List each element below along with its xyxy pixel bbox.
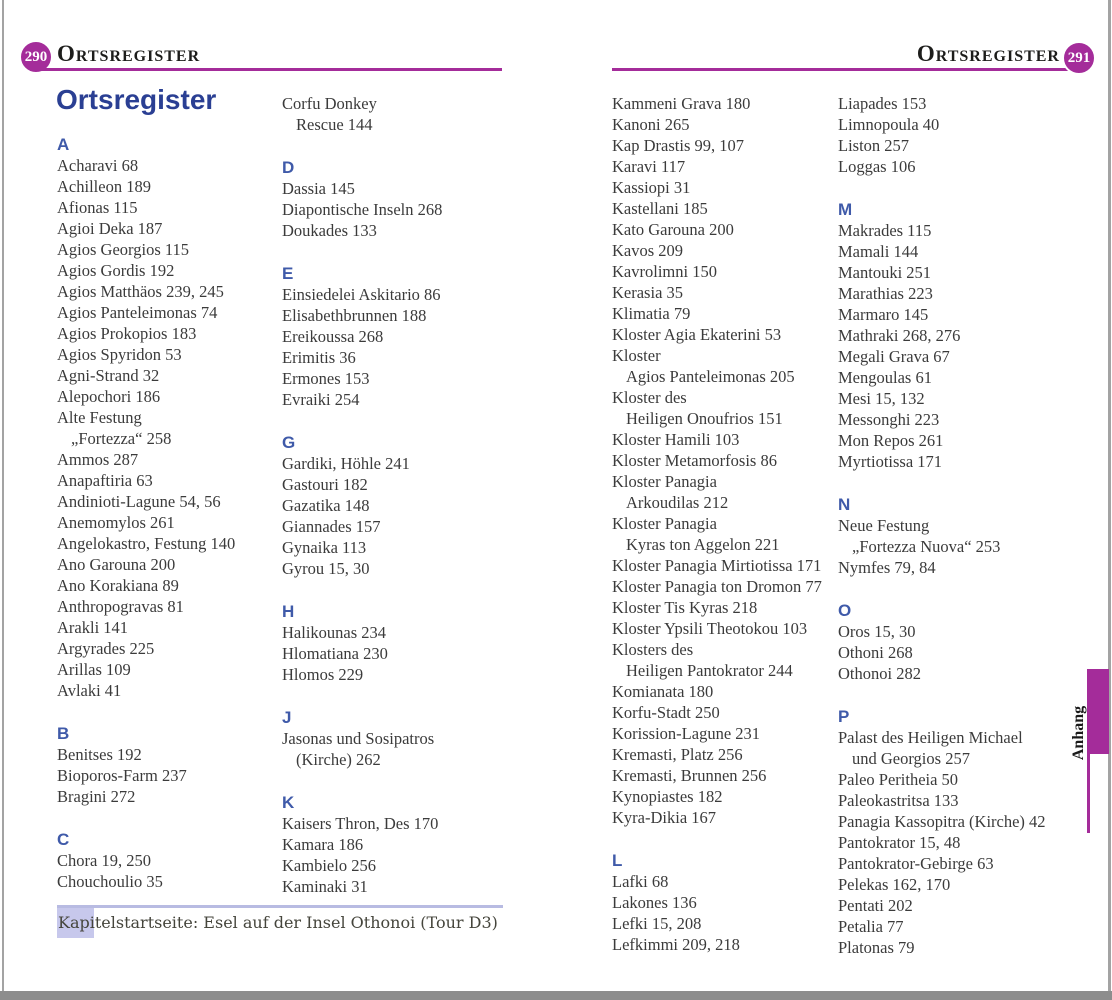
letter-header-C: C — [57, 830, 70, 849]
appendix-tab-label: Anhang — [1070, 705, 1087, 761]
index-entry: Avlaki 41 — [57, 681, 122, 700]
index-entry: Gynaika 113 — [282, 538, 367, 557]
index-entry: Erimitis 36 — [282, 348, 356, 367]
index-entry: Jasonas und Sosipatros — [282, 729, 435, 748]
index-entry: Megali Grava 67 — [838, 347, 950, 366]
index-entry: Pentati 202 — [838, 896, 913, 915]
index-entry: Hlomos 229 — [282, 665, 364, 684]
index-entry: Alepochori 186 — [57, 387, 161, 406]
index-entry: Kynopiastes 182 — [612, 787, 723, 806]
index-entry: Lefkimmi 209, 218 — [612, 935, 740, 954]
page-number-right: 291 — [1062, 41, 1096, 75]
index-entry: Agios Georgios 115 — [57, 240, 189, 259]
index-entry: Evraiki 254 — [282, 390, 360, 409]
caption-rule — [57, 905, 503, 908]
index-entry: Kavos 209 — [612, 241, 684, 260]
index-entry: Gyrou 15, 30 — [282, 559, 370, 578]
index-entry: Komianata 180 — [612, 682, 714, 701]
index-entry: Oros 15, 30 — [838, 622, 916, 641]
index-entry: Lafki 68 — [612, 872, 669, 891]
index-entry: Mantouki 251 — [838, 263, 932, 282]
index-entry: Halikounas 234 — [282, 623, 387, 642]
index-entry: Arakli 141 — [57, 618, 129, 637]
index-entry: Kaisers Thron, Des 170 — [282, 814, 439, 833]
index-entry: Arkoudilas 212 — [626, 493, 729, 512]
header-rule-right — [612, 68, 1084, 71]
scan-edge-bottom — [0, 991, 1112, 1000]
index-entry: Kap Drastis 99, 107 — [612, 136, 744, 155]
appendix-tab-marker — [1087, 669, 1109, 754]
index-entry: Klosters des — [612, 640, 694, 659]
letter-header-J: J — [282, 708, 292, 727]
index-entry: Giannades 157 — [282, 517, 381, 536]
index-entry: Chora 19, 250 — [57, 851, 151, 870]
index-entry: Myrtiotissa 171 — [838, 452, 943, 471]
index-entry: Makrades 115 — [838, 221, 932, 240]
index-entry: Othoni 268 — [838, 643, 913, 662]
index-entry: Kamara 186 — [282, 835, 364, 854]
letter-header-N: N — [838, 495, 851, 514]
index-entry: Liston 257 — [838, 136, 910, 155]
index-entry: Anemomylos 261 — [57, 513, 175, 532]
index-column-4 — [838, 93, 1083, 958]
photo-caption: Kapitelstartseite: Esel auf der Insel Othonoi (Tour D3) — [58, 913, 498, 932]
index-entry: Mengoulas 61 — [838, 368, 932, 387]
index-entry: Kremasti, Brunnen 256 — [612, 766, 767, 785]
index-entry: Kanoni 265 — [612, 115, 690, 134]
index-entry: Korfu-Stadt 250 — [612, 703, 720, 722]
index-entry: Petalia 77 — [838, 917, 904, 936]
scan-edge-right — [1108, 0, 1111, 992]
letter-header-P: P — [838, 707, 850, 726]
index-entry: Paleokastritsa 133 — [838, 791, 959, 810]
index-entry: Mamali 144 — [838, 242, 919, 261]
index-entry: (Kirche) 262 — [296, 750, 381, 769]
index-entry: Rescue 144 — [296, 115, 373, 134]
index-column-2 — [282, 93, 512, 897]
index-entry: Andinioti-Lagune 54, 56 — [57, 492, 221, 511]
index-entry: Kloster Hamili 103 — [612, 430, 740, 449]
scan-edge-left — [2, 0, 4, 992]
index-entry: „Fortezza“ 258 — [71, 429, 172, 448]
index-entry: Achilleon 189 — [57, 177, 151, 196]
index-entry: Diapontische Inseln 268 — [282, 200, 443, 219]
index-entry: Bragini 272 — [57, 787, 136, 806]
index-entry: Anthropogravas 81 — [57, 597, 184, 616]
index-entry: Gardiki, Höhle 241 — [282, 454, 410, 473]
index-entry: Benitses 192 — [57, 745, 142, 764]
index-entry: Heiligen Pantokrator 244 — [626, 661, 793, 680]
index-entry: Ano Garouna 200 — [57, 555, 176, 574]
index-entry: Mathraki 268, 276 — [838, 326, 961, 345]
index-entry: Karavi 117 — [612, 157, 686, 176]
index-entry: Kassiopi 31 — [612, 178, 691, 197]
index-entry: Ano Korakiana 89 — [57, 576, 179, 595]
index-entry: Agios Prokopios 183 — [57, 324, 197, 343]
letter-header-D: D — [282, 158, 295, 177]
index-entry: Doukades 133 — [282, 221, 377, 240]
index-entry: Agios Panteleimonas 74 — [57, 303, 218, 322]
index-entry: Marathias 223 — [838, 284, 933, 303]
index-entry: Ammos 287 — [57, 450, 139, 469]
letter-header-K: K — [282, 793, 295, 812]
index-entry: Bioporos-Farm 237 — [57, 766, 187, 785]
index-entry: Kyra-Dikia 167 — [612, 808, 717, 827]
index-entry: Kloster Agia Ekaterini 53 — [612, 325, 782, 344]
index-entry: Gastouri 182 — [282, 475, 368, 494]
index-entry: Agios Matthäos 239, 245 — [57, 282, 224, 301]
index-entry: Kerasia 35 — [612, 283, 684, 302]
index-entry: Kloster Metamorfosis 86 — [612, 451, 777, 470]
index-entry: Messonghi 223 — [838, 410, 940, 429]
index-entry: Pantokrator 15, 48 — [838, 833, 961, 852]
index-entry: Kloster Panagia — [612, 472, 717, 491]
index-entry: Gazatika 148 — [282, 496, 370, 515]
index-title: Ortsregister — [56, 84, 217, 115]
letter-header-E: E — [282, 264, 294, 283]
index-entry: Platonas 79 — [838, 938, 915, 957]
header-rule-left — [30, 68, 502, 71]
index-entry: Argyrades 225 — [57, 639, 155, 658]
index-entry: Lefki 15, 208 — [612, 914, 702, 933]
index-entry: Loggas 106 — [838, 157, 916, 176]
index-entry: Agios Panteleimonas 205 — [626, 367, 795, 386]
index-entry: Kato Garouna 200 — [612, 220, 734, 239]
index-entry: „Fortezza Nuova“ 253 — [852, 537, 1001, 556]
index-entry: Pelekas 162, 170 — [838, 875, 951, 894]
index-entry: Limnopoula 40 — [838, 115, 940, 134]
index-entry: Kremasti, Platz 256 — [612, 745, 743, 764]
index-entry: Hlomatiana 230 — [282, 644, 388, 663]
index-entry: Lakones 136 — [612, 893, 697, 912]
index-entry: Kloster Panagia Mirtiotissa 171 — [612, 556, 822, 575]
index-entry: Kambielo 256 — [282, 856, 376, 875]
index-entry: Agioi Deka 187 — [57, 219, 163, 238]
index-entry: Dassia 145 — [282, 179, 355, 198]
index-entry: Kloster Panagia ton Dromon 77 — [612, 577, 822, 596]
index-entry: Marmaro 145 — [838, 305, 929, 324]
index-entry: Pantokrator-Gebirge 63 — [838, 854, 994, 873]
index-entry: Kloster — [612, 346, 661, 365]
index-entry: Panagia Kassopitra (Kirche) 42 — [838, 812, 1046, 831]
index-entry: Elisabethbrunnen 188 — [282, 306, 427, 325]
index-entry: Alte Festung — [57, 408, 142, 427]
index-entry: Kloster Tis Kyras 218 — [612, 598, 758, 617]
letter-header-B: B — [57, 724, 70, 743]
index-entry: Acharavi 68 — [57, 156, 139, 175]
index-entry: Chouchoulio 35 — [57, 872, 163, 891]
index-entry: Einsiedelei Askitario 86 — [282, 285, 441, 304]
letter-header-O: O — [838, 601, 852, 620]
running-title-right: Ortsregister — [916, 41, 1060, 66]
index-entry: Afionas 115 — [57, 198, 138, 217]
index-entry: Kyras ton Aggelon 221 — [626, 535, 780, 554]
index-entry: Ermones 153 — [282, 369, 370, 388]
index-entry: Kammeni Grava 180 — [612, 94, 751, 113]
index-entry: Agios Gordis 192 — [57, 261, 175, 280]
index-entry: Kastellani 185 — [612, 199, 708, 218]
index-entry: Agni-Strand 32 — [57, 366, 160, 385]
index-entry: Ereikoussa 268 — [282, 327, 384, 346]
index-entry: Anapaftiria 63 — [57, 471, 153, 490]
letter-header-G: G — [282, 433, 296, 452]
index-entry: Kloster Ypsili Theotokou 103 — [612, 619, 808, 638]
index-entry: Paleo Peritheia 50 — [838, 770, 959, 789]
index-entry: Mon Repos 261 — [838, 431, 944, 450]
letter-header-A: A — [57, 135, 70, 154]
letter-header-H: H — [282, 602, 295, 621]
index-entry: Heiligen Onoufrios 151 — [626, 409, 783, 428]
index-entry: Neue Festung — [838, 516, 930, 535]
index-entry: und Georgios 257 — [852, 749, 970, 768]
index-entry: Arillas 109 — [57, 660, 131, 679]
index-entry: Corfu Donkey — [282, 94, 377, 113]
index-entry: Kavrolimni 150 — [612, 262, 717, 281]
index-entry: Liapades 153 — [838, 94, 927, 113]
index-entry: Angelokastro, Festung 140 — [57, 534, 236, 553]
letter-header-M: M — [838, 200, 853, 219]
index-entry: Agios Spyridon 53 — [57, 345, 182, 364]
index-entry: Kloster Panagia — [612, 514, 717, 533]
index-column-3 — [612, 93, 852, 955]
index-entry: Othonoi 282 — [838, 664, 921, 683]
running-title-left: Ortsregister — [57, 41, 201, 66]
index-entry: Kaminaki 31 — [282, 877, 368, 896]
index-entry: Korission-Lagune 231 — [612, 724, 761, 743]
letter-header-L: L — [612, 851, 623, 870]
index-entry: Kloster des — [612, 388, 687, 407]
index-entry: Palast des Heiligen Michael — [838, 728, 1023, 747]
index-column-1 — [57, 134, 283, 892]
page-number-left: 290 — [19, 40, 53, 74]
index-entry: Nymfes 79, 84 — [838, 558, 936, 577]
index-entry: Klimatia 79 — [612, 304, 691, 323]
index-entry: Mesi 15, 132 — [838, 389, 925, 408]
